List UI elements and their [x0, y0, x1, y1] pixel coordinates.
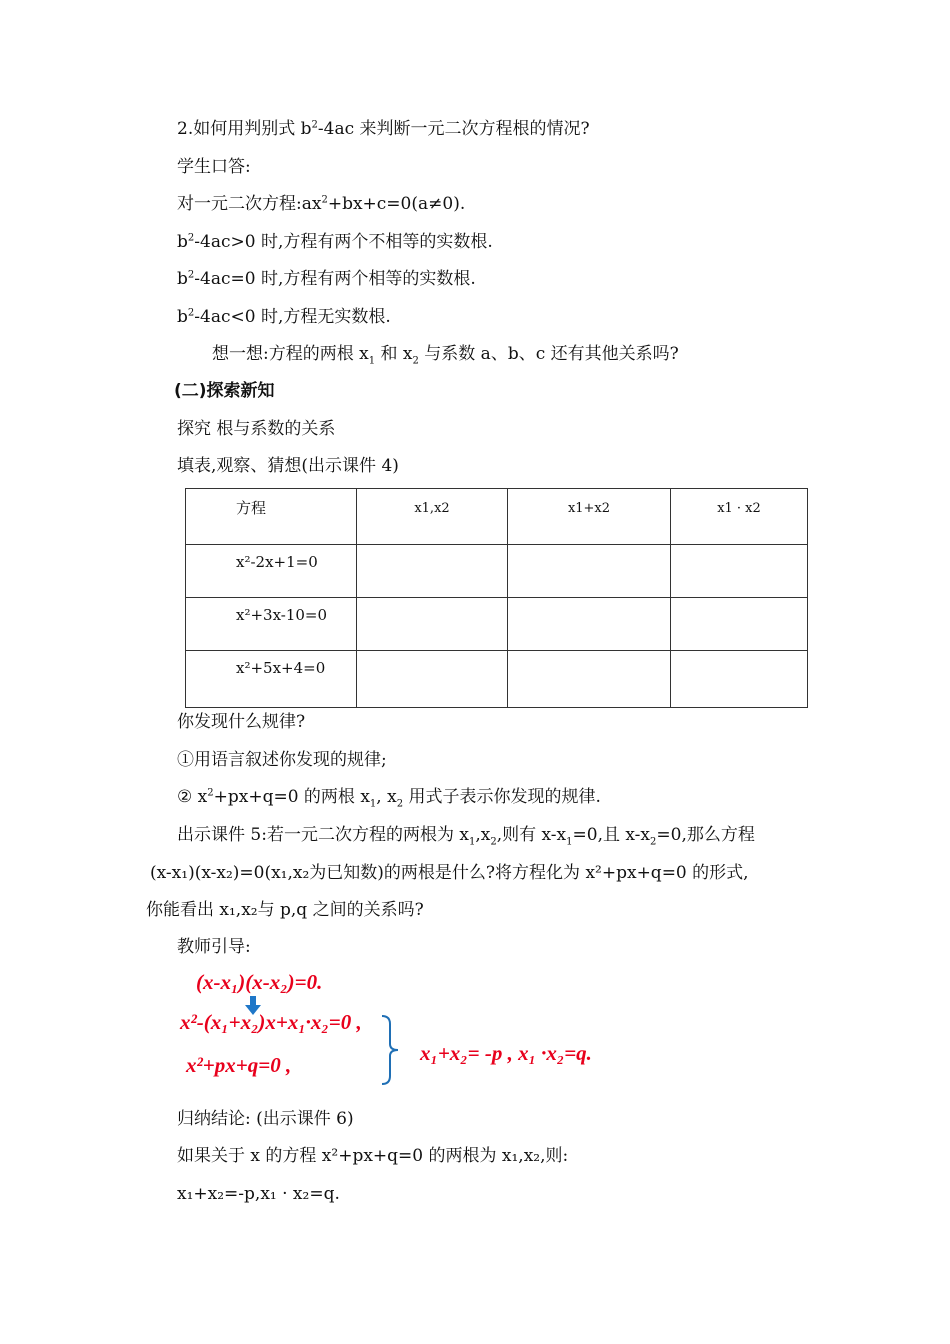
table-header-row — [186, 489, 808, 545]
cw5-s2: 2 — [490, 836, 497, 848]
row-equation: x²+5x+4=0 — [186, 651, 357, 708]
case-equal — [177, 268, 476, 290]
cw5-d: =0,且 x-x — [572, 825, 651, 845]
item-1: ①用语言叙述你发现的规律; — [177, 750, 387, 770]
cell-sum[interactable] — [508, 545, 671, 598]
red-line-2: x²-(x₁+x₂)x+x₁·x₂=0 , — [180, 1010, 362, 1034]
case-eq-text: -4ac=0 时,方程有两个相等的实数根. — [194, 269, 476, 289]
header-sum: x1+x2 — [508, 489, 671, 545]
courseware5-line2: (x-x₁)(x-x₂)=0(x₁,x₂为已知数)的两根是什么?将方程化为 x²+px+q=0 的形式, — [150, 863, 749, 883]
courseware5-line1 — [177, 824, 755, 846]
roots-table — [185, 488, 808, 708]
q2-suffix: -4ac 来判断一元二次方程根的情况? — [317, 119, 590, 139]
think-b: 和 x — [375, 344, 413, 364]
case-eq-b: b — [177, 269, 188, 289]
conclusion-text: 如果关于 x 的方程 x²+px+q=0 的两根为 x₁,x₂,则: — [177, 1146, 569, 1166]
think-line — [212, 343, 679, 365]
discover-line: 你发现什么规律? — [177, 712, 306, 732]
cell-roots[interactable] — [357, 598, 508, 651]
conclusion-line: 归纳结论: (出示课件 6) — [177, 1109, 354, 1129]
case-lt-text: -4ac<0 时,方程无实数根. — [194, 307, 391, 327]
section-heading: (二)探索新知 — [174, 381, 275, 401]
case-lt-sup: 2 — [187, 307, 195, 319]
cw5-s1: 1 — [468, 836, 476, 848]
cell-roots[interactable] — [357, 545, 508, 598]
teacher-guide: 教师引导: — [177, 937, 251, 957]
equation-line — [177, 193, 465, 215]
cw5-e: =0,那么方程 — [656, 825, 755, 845]
cw5-a: 出示课件 5:若一元二次方程的两根为 x — [177, 825, 469, 845]
table-row — [186, 651, 808, 708]
cw5-c: ,则有 x-x — [496, 825, 567, 845]
red-result: x₁+x₂= -p , x₁ ·x₂=q. — [420, 1041, 592, 1065]
q2-sup: 2 — [311, 119, 318, 131]
case-eq-sup: 2 — [187, 269, 195, 281]
cell-sum[interactable] — [508, 651, 671, 708]
case-gt-sup: 2 — [187, 232, 195, 244]
item2-c: , x — [376, 787, 397, 807]
eq-sup: 2 — [321, 194, 328, 206]
cw5-s4: 2 — [650, 836, 657, 848]
header-equation: 方程 — [186, 489, 357, 545]
item-2 — [177, 786, 601, 808]
courseware5-line3: 你能看出 x₁,x₂与 p,q 之间的关系吗? — [146, 900, 424, 920]
eq-prefix: 对一元二次方程:ax — [177, 194, 322, 214]
question-2 — [177, 118, 590, 140]
cell-product[interactable] — [671, 651, 808, 708]
cw5-s3: 1 — [566, 836, 573, 848]
case-gt-b: b — [177, 232, 188, 252]
fill-table-line: 填表,观察、猜想(出示课件 4) — [177, 456, 399, 476]
header-roots: x1,x2 — [357, 489, 508, 545]
case-less — [177, 306, 391, 328]
cell-sum[interactable] — [508, 598, 671, 651]
red-line-3: x²+px+q=0 , — [186, 1053, 292, 1077]
cell-roots[interactable] — [357, 651, 508, 708]
row-equation: x²+3x-10=0 — [186, 598, 357, 651]
cell-product[interactable] — [671, 545, 808, 598]
think-s1: 1 — [368, 355, 376, 367]
item2-sup: 2 — [207, 787, 214, 799]
header-product: x1 · x2 — [671, 489, 808, 545]
table-row — [186, 598, 808, 651]
case-gt-text: -4ac>0 时,方程有两个不相等的实数根. — [194, 232, 493, 252]
item2-d: 用式子表示你发现的规律. — [403, 787, 601, 807]
item2-a: ② x — [177, 787, 208, 807]
case-greater — [177, 231, 493, 253]
think-a: 想一想:方程的两根 x — [212, 344, 369, 364]
item2-b: +px+q=0 的两根 x — [213, 787, 370, 807]
student-answer: 学生口答: — [177, 157, 251, 177]
row-equation: x²-2x+1=0 — [186, 545, 357, 598]
think-s2: 2 — [412, 355, 419, 367]
cell-product[interactable] — [671, 598, 808, 651]
explore-line: 探究 根与系数的关系 — [177, 419, 336, 439]
eq-suffix: +bx+c=0(a≠0). — [327, 194, 466, 214]
right-brace-icon — [378, 1014, 402, 1086]
red-line-1: (x-x₁)(x-x₂)=0. — [196, 970, 323, 994]
item2-s1: 1 — [369, 798, 377, 810]
q2-text: 2.如何用判别式 b — [177, 119, 312, 139]
table-row — [186, 545, 808, 598]
cw5-b: ,x — [475, 825, 491, 845]
formula-line: x₁+x₂=-p,x₁ · x₂=q. — [177, 1184, 340, 1204]
think-c: 与系数 a、b、c 还有其他关系吗? — [418, 344, 679, 364]
case-lt-b: b — [177, 307, 188, 327]
item2-s2: 2 — [396, 798, 404, 810]
